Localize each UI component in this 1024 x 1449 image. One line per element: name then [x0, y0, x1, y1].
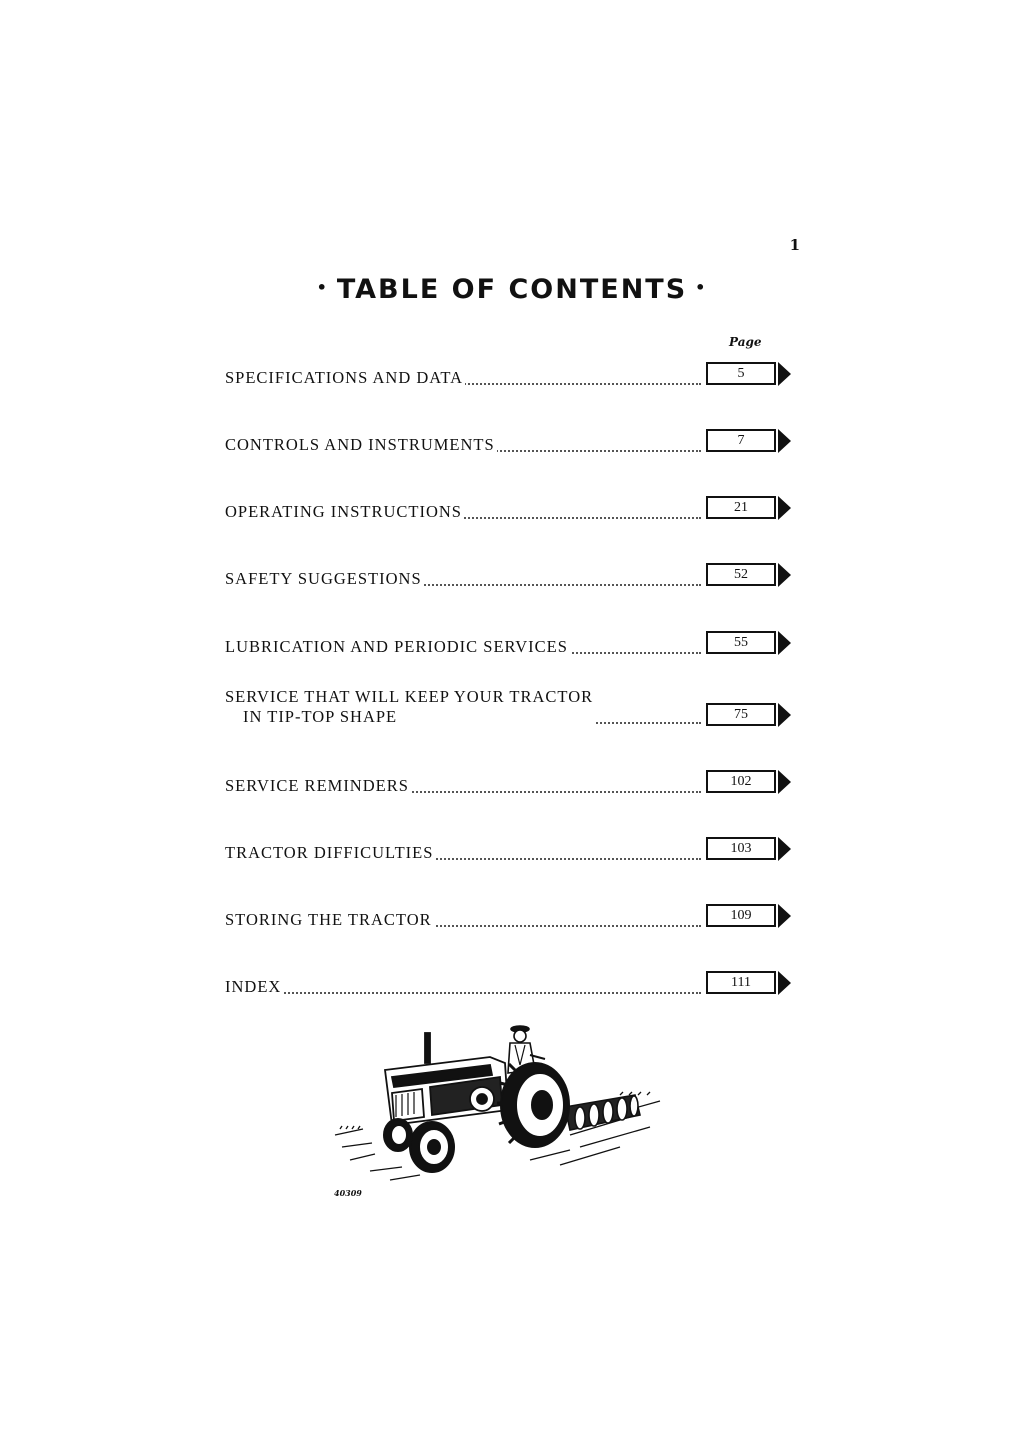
arrow-right-icon	[778, 362, 791, 386]
arrow-right-icon	[778, 563, 791, 587]
toc-entry-label[interactable]: OPERATING INSTRUCTIONS	[225, 502, 462, 521]
toc-entry-controls[interactable]	[225, 428, 805, 458]
tractor-illustration	[330, 1015, 675, 1185]
toc-entry-label[interactable]: SERVICE REMINDERS	[225, 776, 409, 795]
toc-entry-specifications[interactable]	[225, 361, 805, 391]
arrow-right-icon	[778, 971, 791, 995]
title-text: TABLE OF CONTENTS	[336, 274, 688, 305]
toc-entry-label[interactable]: TRACTOR DIFFICULTIES	[225, 843, 434, 862]
toc-page-box[interactable]: 75	[706, 703, 776, 726]
arrow-right-icon	[778, 496, 791, 520]
toc-entry-operating[interactable]	[225, 495, 805, 525]
arrow-right-icon	[778, 837, 791, 861]
toc-entry-label[interactable]: SPECIFICATIONS AND DATA	[225, 368, 464, 387]
toc-entry-difficulties[interactable]	[225, 836, 805, 866]
toc-page-box[interactable]: 103	[706, 837, 776, 860]
toc-entry-storing[interactable]	[225, 903, 805, 933]
title-bullet-left: •	[316, 278, 329, 297]
toc-entry-reminders[interactable]	[225, 769, 805, 799]
toc-page-box[interactable]: 21	[706, 496, 776, 519]
toc-page-box[interactable]: 55	[706, 631, 776, 654]
toc-entry-label[interactable]: LUBRICATION AND PERIODIC SERVICES	[225, 637, 568, 656]
toc-entry-label[interactable]: STORING THE TRACTOR	[225, 910, 432, 929]
arrow-right-icon	[778, 429, 791, 453]
toc-page-box[interactable]: 111	[706, 971, 776, 994]
arrow-right-icon	[778, 703, 791, 727]
arrow-right-icon	[778, 904, 791, 928]
toc-entry-service[interactable]	[225, 682, 805, 730]
page-column-label: Page	[729, 335, 762, 349]
toc-entry-label[interactable]: CONTROLS AND INSTRUMENTS	[225, 435, 495, 454]
arrow-right-icon	[778, 770, 791, 794]
dot-leader	[225, 992, 701, 994]
toc-page-box[interactable]: 52	[706, 563, 776, 586]
toc-entry-label[interactable]: SAFETY SUGGESTIONS	[225, 569, 422, 588]
toc-page-box[interactable]: 109	[706, 904, 776, 927]
tractor-body-icon	[385, 1033, 508, 1125]
front-wheel-icon	[384, 1119, 454, 1172]
toc-entry-label-line1: SERVICE THAT WILL KEEP YOUR TRACTOR	[225, 687, 594, 706]
arrow-right-icon	[778, 631, 791, 655]
page-number: 1	[789, 236, 800, 254]
toc-entry-index[interactable]	[225, 970, 805, 1000]
toc-entry-lubrication[interactable]	[225, 630, 805, 660]
toc-entry-label[interactable]	[225, 687, 595, 727]
toc-entry-safety[interactable]	[225, 562, 805, 592]
toc-entry-label-line2: IN TIP-TOP SHAPE	[243, 707, 398, 726]
toc-page-box[interactable]: 7	[706, 429, 776, 452]
rear-wheel-icon	[497, 1063, 569, 1147]
title-bullet-right: •	[695, 278, 708, 297]
toc-entry-label[interactable]: INDEX	[225, 977, 282, 996]
toc-page-box[interactable]: 102	[706, 770, 776, 793]
toc-page-box[interactable]: 5	[706, 362, 776, 385]
page-title	[0, 274, 1024, 305]
figure-number: 40309	[334, 1188, 362, 1198]
